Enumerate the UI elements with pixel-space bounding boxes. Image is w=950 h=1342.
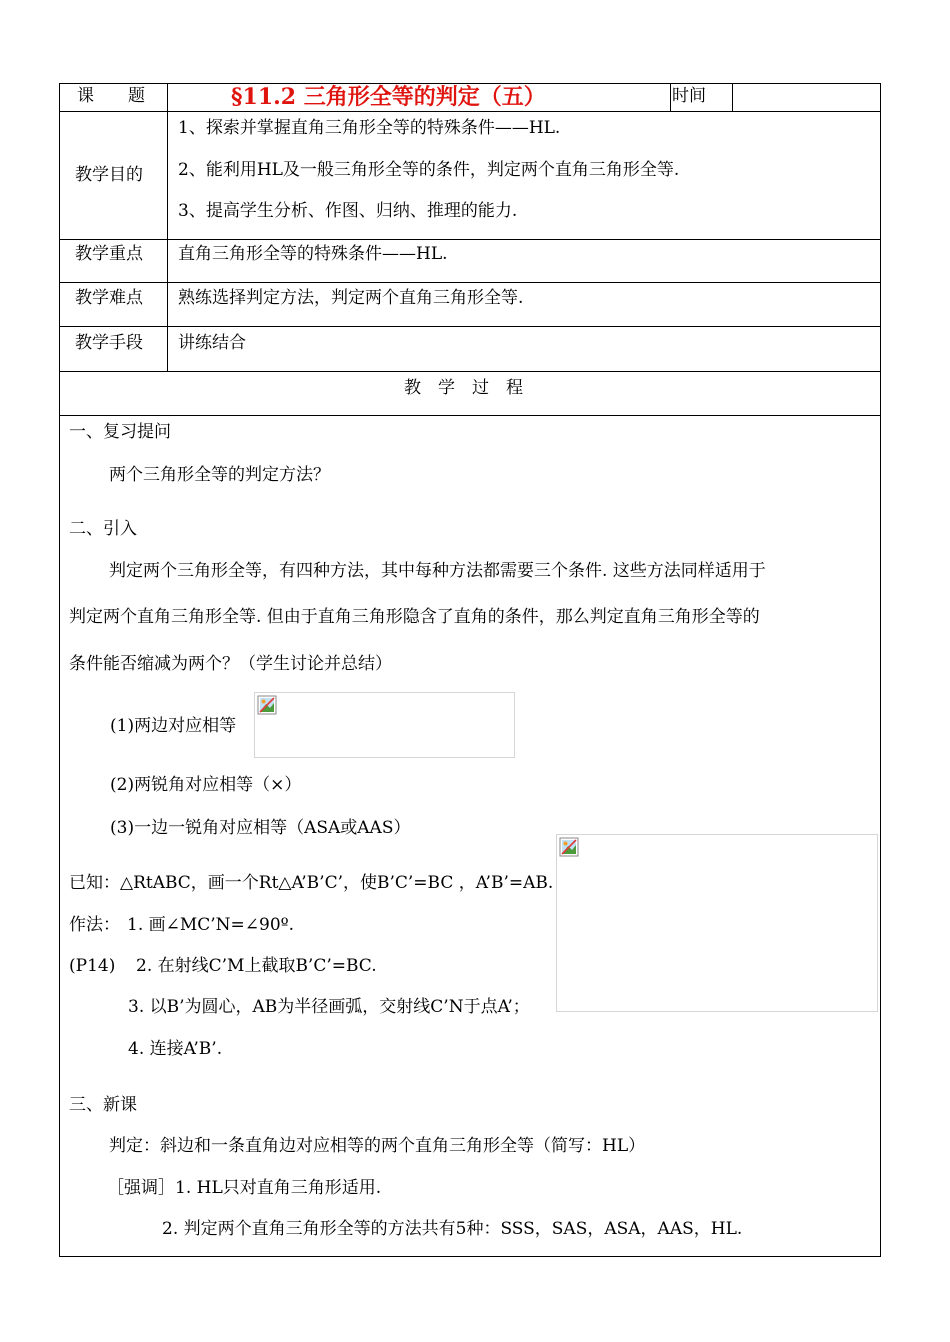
objective-item: 1、探索并掌握直角三角形全等的特殊条件——HL. — [178, 118, 561, 138]
column-divider — [167, 84, 168, 371]
difficulties-label: 教学难点 — [75, 288, 143, 308]
construction-step: 1. 画∠MC’N=∠90º. — [127, 915, 295, 935]
broken-image-icon — [257, 695, 277, 715]
row-divider — [60, 282, 880, 283]
row-divider — [60, 111, 880, 112]
time-label: 时间 — [672, 86, 706, 106]
figure-image — [254, 692, 515, 758]
broken-image-icon — [559, 837, 579, 857]
construction-step: 3. 以B’为圆心，AB为半径画弧，交射线C’N于点A’； — [128, 997, 530, 1017]
methods-label: 教学手段 — [75, 333, 143, 353]
section-heading: 二、引入 — [69, 519, 137, 539]
row-divider — [60, 326, 880, 327]
case-item: (1)两边对应相等 — [110, 716, 237, 736]
row-divider — [60, 371, 880, 372]
row-divider — [60, 415, 880, 416]
column-divider — [670, 84, 671, 111]
figure-image — [556, 834, 878, 1012]
topic-label: 课 题 — [77, 86, 145, 106]
methods-value: 讲练结合 — [178, 333, 246, 353]
key-points-label: 教学重点 — [75, 244, 143, 264]
objectives-label: 教学目的 — [75, 165, 143, 185]
paragraph-line: 判定两个直角三角形全等. 但由于直角三角形隐含了直角的条件，那么判定直角三角形全等的 — [69, 607, 760, 627]
key-points-value: 直角三角形全等的特殊条件——HL. — [178, 244, 448, 264]
emphasis-note: ［强调］1. HL只对直角三角形适用. — [107, 1178, 382, 1198]
paragraph-line: 条件能否缩减为两个？（学生讨论并总结） — [69, 654, 392, 674]
objective-item: 3、提高学生分析、作图、归纳、推理的能力. — [178, 201, 518, 221]
row-divider — [60, 239, 880, 240]
section-heading: 三、新课 — [69, 1095, 137, 1115]
difficulties-value: 熟练选择判定方法，判定两个直角三角形全等. — [178, 288, 524, 308]
construction-step: 2. 在射线C’M上截取B’C’=BC. — [136, 956, 377, 976]
page-reference: (P14) — [69, 956, 116, 976]
paragraph-line: 判定两个三角形全等，有四种方法，其中每种方法都需要三个条件. 这些方法同样适用于 — [109, 561, 766, 581]
objective-item: 2、能利用HL及一般三角形全等的条件，判定两个直角三角形全等. — [178, 160, 680, 180]
steps-label: 作法： — [69, 915, 120, 935]
construction-step: 4. 连接A’B’. — [128, 1039, 223, 1059]
case-item: (3)一边一锐角对应相等（ASA或AAS） — [110, 818, 411, 838]
given-statement: 已知：△RtABC，画一个Rt△A’B’C’，使B’C’=BC ，A’B’=AB. — [69, 873, 554, 893]
process-heading: 教 学 过 程 — [404, 378, 523, 398]
case-item: (2)两锐角对应相等（×） — [110, 775, 302, 795]
emphasis-note: 2. 判定两个直角三角形全等的方法共有5种：SSS，SAS，ASA，AAS，HL. — [162, 1219, 743, 1239]
review-question: 两个三角形全等的判定方法？ — [109, 465, 330, 485]
column-divider — [732, 84, 733, 111]
theorem-statement: 判定：斜边和一条直角边对应相等的两个直角三角形全等（简写：HL） — [109, 1136, 646, 1156]
section-heading: 一、复习提问 — [69, 422, 171, 442]
page-title: §11.2 三角形全等的判定（五） — [231, 84, 546, 110]
